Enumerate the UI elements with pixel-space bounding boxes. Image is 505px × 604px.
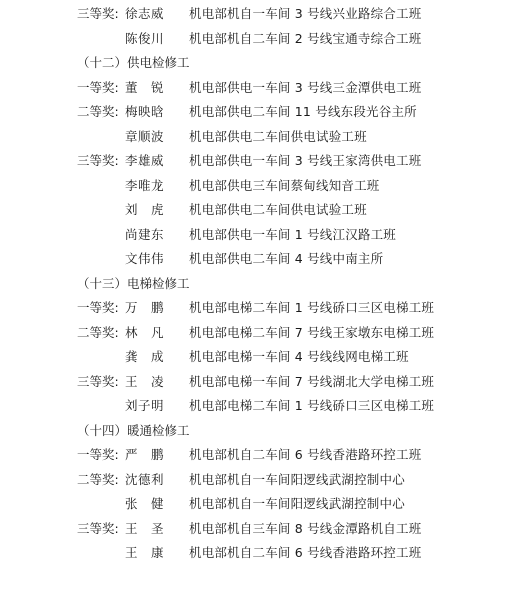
award-entry	[0, 174, 505, 198]
winner-name: 龚 成	[125, 349, 165, 364]
work-unit: 机电部电梯一车间 7 号线湖北大学电梯工班	[189, 373, 435, 389]
work-unit: 机电部供电二车间 11 号线东段光谷主所	[189, 104, 417, 119]
award-level: 三等奖:	[77, 153, 119, 168]
winner-name: 董 锐	[125, 79, 165, 95]
work-unit: 机电部机自二车间 2 号线宝通寺综合工班	[189, 30, 422, 46]
section-title: （十四）暖通检修工	[77, 422, 190, 438]
section-title: （十三）电梯检修工	[77, 275, 190, 291]
award-entry	[0, 468, 505, 492]
work-unit: 机电部供电二车间 4 号线中南主所	[189, 251, 384, 266]
award-entry	[0, 443, 505, 467]
award-level: 二等奖:	[77, 104, 119, 119]
award-entry	[0, 27, 505, 51]
winner-name: 李雄威	[125, 153, 165, 168]
award-entry	[0, 149, 505, 173]
winner-name: 沈德利	[125, 471, 165, 487]
award-entry	[0, 247, 505, 271]
work-unit: 机电部机自一车间 3 号线兴业路综合工班	[189, 6, 422, 21]
work-unit: 机电部机自二车间 6 号线香港路环控工班	[189, 545, 422, 560]
section-title: （十二）供电检修工	[77, 55, 190, 70]
winner-name: 刘子明	[125, 398, 165, 413]
winner-name: 王 圣	[125, 520, 165, 536]
winner-name: 陈俊川	[125, 30, 165, 46]
work-unit: 机电部供电一车间 1 号线江汉路工班	[189, 226, 397, 242]
winner-name: 徐志威	[125, 6, 165, 21]
section-heading	[0, 419, 505, 443]
winner-name: 文伟伟	[125, 251, 165, 266]
award-entry	[0, 223, 505, 247]
award-level: 一等奖:	[77, 300, 119, 315]
work-unit: 机电部电梯二车间 1 号线硚口三区电梯工班	[189, 398, 435, 413]
work-unit: 机电部电梯一车间 4 号线线网电梯工班	[189, 349, 409, 364]
winner-name: 李唯龙	[125, 177, 165, 193]
work-unit: 机电部供电一车间 3 号线三金潭供电工班	[189, 79, 422, 95]
award-level: 二等奖:	[77, 471, 119, 487]
winner-name: 梅映晗	[125, 104, 165, 119]
award-entry	[0, 517, 505, 541]
section-heading	[0, 51, 505, 75]
award-entry	[0, 321, 505, 345]
winner-name: 尚建东	[125, 226, 165, 242]
award-entry	[0, 394, 505, 418]
award-entry	[0, 541, 505, 565]
work-unit: 机电部电梯二车间 7 号线王家墩东电梯工班	[189, 324, 435, 340]
award-entry	[0, 125, 505, 149]
award-entry	[0, 345, 505, 369]
work-unit: 机电部供电二车间供电试验工班	[189, 202, 367, 217]
award-entry	[0, 2, 505, 26]
winner-name: 章顺波	[125, 128, 165, 144]
work-unit: 机电部机自三车间 8 号线金潭路机自工班	[189, 520, 422, 536]
work-unit: 机电部机自二车间 6 号线香港路环控工班	[189, 447, 422, 462]
award-entry	[0, 296, 505, 320]
section-heading	[0, 272, 505, 296]
award-level: 二等奖:	[77, 324, 119, 340]
award-level: 一等奖:	[77, 79, 119, 95]
award-entry	[0, 370, 505, 394]
winner-name: 王 凌	[125, 373, 165, 389]
award-entry	[0, 198, 505, 222]
winner-name: 万 鹏	[125, 300, 165, 315]
award-level: 一等奖:	[77, 447, 119, 462]
winner-name: 严 鹏	[125, 447, 165, 462]
work-unit: 机电部机自一车间阳逻线武湖控制中心	[189, 496, 405, 511]
award-entry	[0, 100, 505, 124]
work-unit: 机电部供电一车间 3 号线王家湾供电工班	[189, 153, 422, 168]
work-unit: 机电部供电三车间蔡甸线知音工班	[189, 177, 380, 193]
award-level: 三等奖:	[77, 520, 119, 536]
winner-name: 张 健	[125, 496, 165, 511]
work-unit: 机电部电梯二车间 1 号线硚口三区电梯工班	[189, 300, 435, 315]
award-entry	[0, 76, 505, 100]
work-unit: 机电部机自一车间阳逻线武湖控制中心	[189, 471, 405, 487]
winner-name: 林 凡	[125, 324, 165, 340]
winner-name: 王 康	[125, 545, 165, 560]
work-unit: 机电部供电二车间供电试验工班	[189, 128, 367, 144]
award-entry	[0, 492, 505, 516]
award-level: 三等奖:	[77, 373, 119, 389]
award-level: 三等奖:	[77, 6, 119, 21]
winner-name: 刘 虎	[125, 202, 165, 217]
